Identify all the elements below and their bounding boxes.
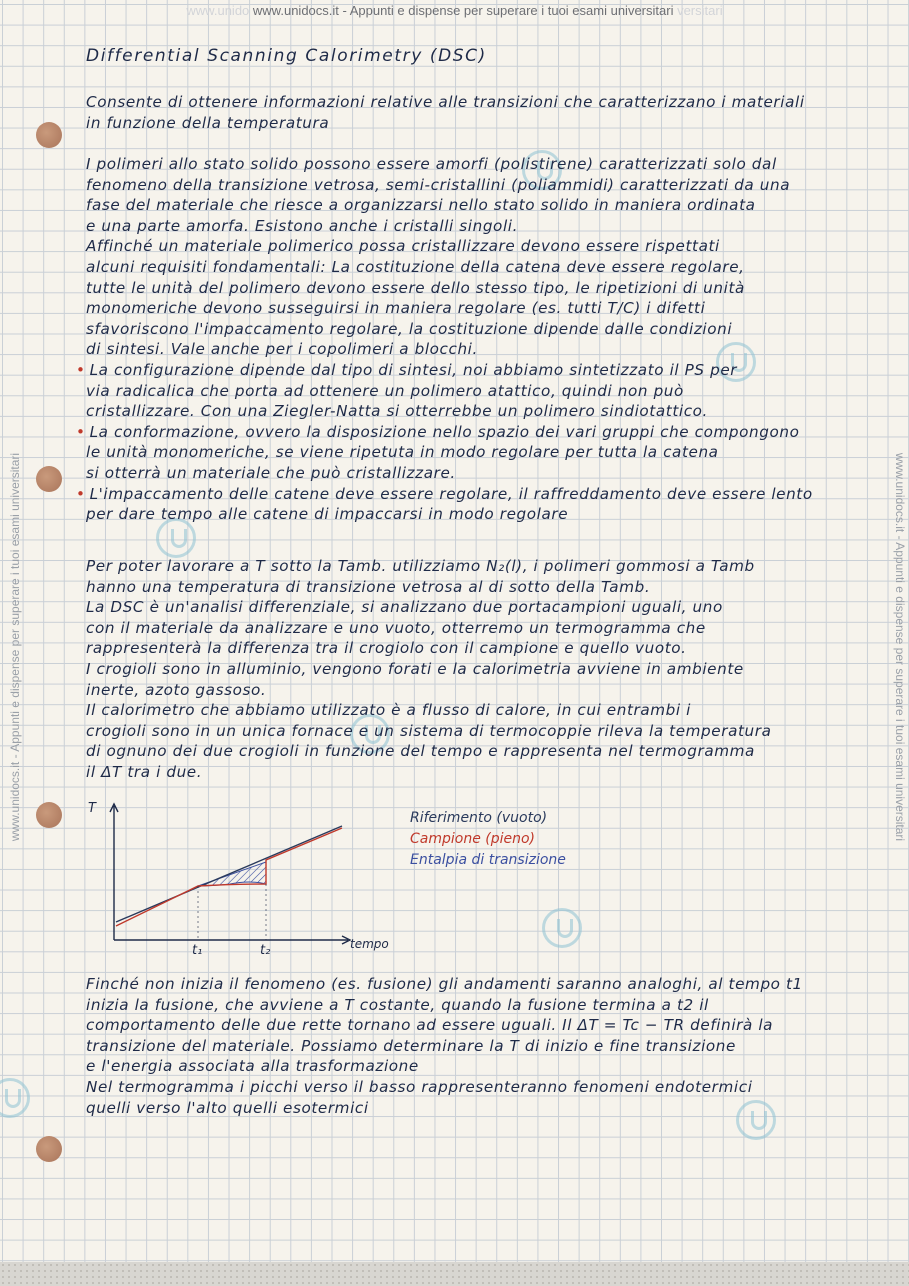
bullet-marker: •	[76, 422, 86, 441]
text-line: inizia la fusione, che avviene a T costante, quando la fusione termina a t2 il	[86, 995, 709, 1014]
bullet-marker: •	[76, 484, 86, 503]
bullet-marker: •	[76, 360, 86, 379]
binder-hole	[36, 466, 62, 492]
polymers-section	[76, 154, 881, 525]
dsc-method-section	[86, 556, 881, 783]
text-line: comportamento delle due rette tornano ad essere uguali. Il ΔT = Tc − TR definirà la	[86, 1016, 774, 1035]
text-line: hanno una temperatura di transizione vetrosa al di sotto della Tamb.	[86, 577, 651, 596]
text-line: e l'energia associata alla trasformazione	[86, 1057, 419, 1076]
text-line: I crogioli sono in alluminio, vengono forati e la calorimetria avviene in ambiente	[86, 659, 744, 678]
text-line: tutte le unità del polimero devono essere dello stesso tipo, le ripetizioni di unità	[86, 278, 745, 297]
text-line: La DSC è un'analisi differenziale, si analizzano due portacampioni uguali, uno	[86, 598, 723, 617]
text-line: inerte, azoto gassoso.	[86, 680, 267, 699]
text-line: e una parte amorfa. Esistono anche i cristalli singoli.	[86, 216, 519, 235]
text-line: per dare tempo alle catene di impaccarsi in modo regolare	[86, 505, 569, 524]
legend-sample: Campione (pieno)	[410, 831, 536, 847]
text-line: Consente di ottenere informazioni relative alle transizioni che caratterizzano i materiali	[86, 93, 805, 111]
dsc-thermogram-sketch	[80, 798, 389, 958]
bullet-line: • L'impaccamento delle catene deve essere regolare, il raffreddamento deve essere lento	[76, 484, 813, 503]
text-line: si otterrà un materiale che può cristallizzare.	[86, 463, 456, 482]
text-line: di sintesi. Vale anche per i copolimeri a blocchi.	[86, 340, 478, 359]
text-line: con il materiale da analizzare e uno vuoto, otterremo un termogramma che	[86, 618, 706, 637]
text-line: il ΔT tra i due.	[86, 762, 203, 781]
text-line: Il calorimetro che abbiamo utilizzato è a flusso di calore, in cui entrambi i	[86, 701, 691, 720]
text-line: sfavoriscono l'impaccamento regolare, la costituzione dipende dalle condizioni	[86, 319, 733, 338]
text-line: le unità monomeriche, se viene ripetuta in modo regolare per tutta la catena	[86, 443, 719, 462]
watermark-ghost-right: versitari	[677, 3, 723, 18]
text-line: fenomeno della transizione vetrosa, semi-cristallini (poliammidi) caratterizzati da una	[86, 175, 791, 194]
t2-label: t₂	[260, 943, 271, 958]
diagram-legend	[410, 808, 566, 871]
text-line: Finché non inizia il fenomeno (es. fusione) gli andamenti saranno analoghi, al tempo t1	[86, 975, 803, 993]
watermark-header	[0, 3, 909, 18]
text-line: cristallizzare. Con una Ziegler-Natta si otterrebbe un polimero sindiotattico.	[86, 402, 708, 421]
intro-paragraph	[86, 92, 881, 133]
text-line: Affinché un materiale polimerico possa cristallizzare devono essere rispettati	[86, 237, 720, 256]
binder-hole	[36, 122, 62, 148]
text-line: in funzione della temperatura	[86, 113, 330, 132]
x-axis-label: tempo	[350, 937, 389, 951]
watermark-text: www.unidocs.it - Appunti e dispense per superare i tuoi esami universitari	[252, 3, 674, 18]
thermogram-explanation	[86, 974, 881, 1118]
text-line: transizione del materiale. Possiamo determinare la T di inizio e fine transizione	[86, 1036, 736, 1055]
watermark-ghost-left: www.unido	[186, 3, 250, 18]
text-line: Per poter lavorare a T sotto la Tamb. utilizziamo N₂(l), i polimeri gommosi a Tamb	[86, 557, 755, 575]
text-line: rappresenterà la differenza tra il crogiolo con il campione e quello vuoto.	[86, 639, 687, 658]
text-line: monomeriche devono susseguirsi in maniera regolare (es. tutti T/C) i difetti	[86, 299, 706, 318]
text-line: I polimeri allo stato solido possono essere amorfi (polistirene) caratterizzati solo dal	[86, 155, 777, 173]
binder-hole	[36, 1136, 62, 1162]
watermark-logo-icon	[542, 908, 582, 948]
y-axis-label: T	[88, 801, 96, 816]
reference-line	[116, 826, 342, 922]
text-line: di ognuno dei due crogioli in funzione del tempo e rappresenta nel termogramma	[86, 742, 755, 761]
text-line: crogioli sono in un unica fornace e un sistema di termocoppie rileva la temperatura	[86, 721, 772, 740]
text-line: alcuni requisiti fondamentali: La costituzione della catena deve essere regolare,	[86, 257, 745, 276]
text-line: fase del materiale che riesce a organizzarsi nello stato solido in maniera ordinata	[86, 196, 756, 215]
binder-hole	[36, 802, 62, 828]
page-title: Differential Scanning Calorimetry (DSC)	[86, 46, 487, 66]
text-line: quelli verso l'alto quelli esotermici	[86, 1098, 369, 1117]
legend-reference: Riferimento (vuoto)	[410, 810, 548, 826]
watermark-right: www.unidocs.it - Appunti e dispense per superare i tuoi esami universitari	[893, 452, 907, 842]
scanner-edge	[0, 1262, 909, 1286]
watermark-left: www.unidocs.it - Appunti e dispense per superare i tuoi esami universitari	[8, 452, 22, 842]
text-line: via radicalica che porta ad ottenere un polimero atattico, quindi non può	[86, 381, 684, 400]
bullet-line: • La conformazione, ovvero la disposizione nello spazio dei vari gruppi che compongono	[76, 422, 800, 441]
text-line: Nel termogramma i picchi verso il basso rappresenteranno fenomeni endotermici	[86, 1077, 753, 1096]
bullet-line: • La configurazione dipende dal tipo di sintesi, noi abbiamo sintetizzato il PS per	[76, 360, 738, 379]
legend-enthalpy: Entalpia di transizione	[410, 852, 566, 868]
t1-label: t₁	[192, 943, 203, 958]
